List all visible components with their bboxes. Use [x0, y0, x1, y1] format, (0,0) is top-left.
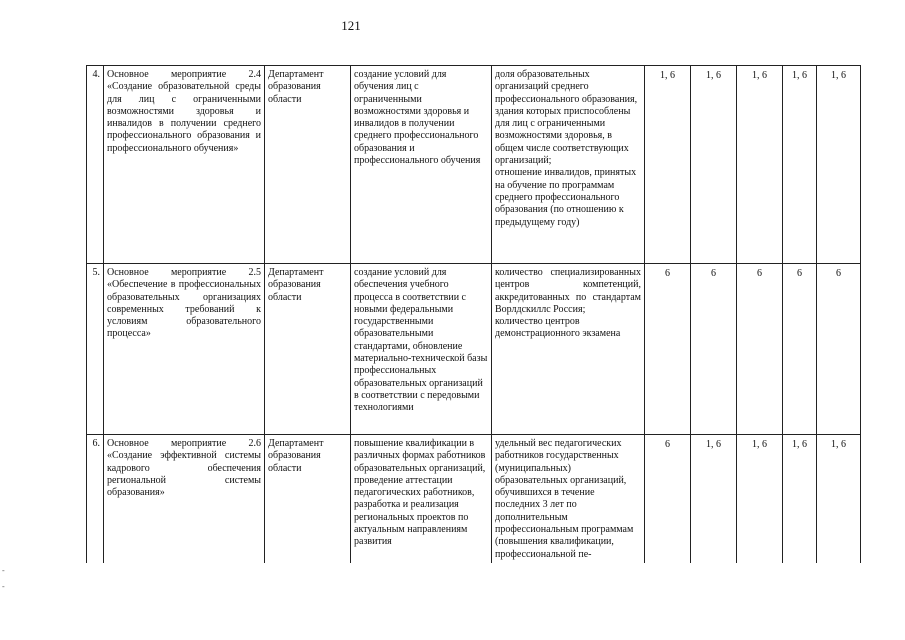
executor-cell: Департамент образования области — [265, 435, 351, 563]
scan-speck: - — [2, 566, 5, 575]
value-cell: 1, 6 — [691, 66, 737, 264]
value-cell: 6 — [737, 264, 783, 435]
activity-cell: Основное мероприятие 2.6 «Создание эффективной системы кадрового обеспечения региональной системы образования» — [104, 435, 265, 563]
indicators-cell — [492, 264, 645, 435]
value-cell: 1, 6 — [817, 66, 861, 264]
value-cell: 1, 6 — [691, 435, 737, 563]
indicators-cell — [492, 435, 645, 563]
value-cell: 1, 6 — [737, 66, 783, 264]
scan-speck: - — [2, 582, 5, 591]
indicator-text: доля образовательных организаций среднего профессионального образования, здания которых приспособлены для лиц с ограниченными возможностями здоровья, в общем числе соответствующих организаций; — [495, 69, 638, 167]
result-cell: повышение квалификации в различных формах работников образовательных организаций, проведение аттестации педагогических работников, разработка и реализация региональных проектов по актуальным направлениям развития — [351, 435, 492, 563]
row-number: 4. — [87, 66, 104, 264]
value-cell: 1, 6 — [645, 66, 691, 264]
value-cell: 1, 6 — [783, 66, 817, 264]
indicator-text: количество центров демонстрационного экзамена — [495, 316, 621, 340]
table-row — [87, 66, 861, 264]
value-cell: 6 — [645, 435, 691, 563]
value-cell: 1, 6 — [737, 435, 783, 563]
executor-cell: Департамент образования области — [265, 264, 351, 435]
executor-cell: Департамент образования области — [265, 66, 351, 264]
indicator-text: количество специализированных центров компетенций, аккредитованных по стандартам Ворлдскиллс Россия; — [495, 267, 641, 315]
value-cell: 6 — [783, 264, 817, 435]
value-cell: 6 — [691, 264, 737, 435]
indicator-text: удельный вес педагогических работников государственных (муниципальных) образовательных организаций, обучившихся в течение последних 3 лет по дополнительным профессиональным программам (повышения квалификации, профессиональной пе- — [495, 438, 634, 560]
value-cell: 1, 6 — [817, 435, 861, 563]
row-number: 6. — [87, 435, 104, 563]
page-number: 121 — [341, 18, 361, 33]
activity-cell: Основное мероприятие 2.4 «Создание образовательной среды для лиц с ограниченными возможностями здоровья и инвалидов в получении среднего профессионального образования и профессионального обучения» — [104, 66, 265, 264]
indicators-cell — [492, 66, 645, 264]
table-row — [87, 264, 861, 435]
result-cell: создание условий для обеспечения учебного процесса в соответствии с новыми федеральными государственными образовательными стандартами, обновление материально-технической базы профессиональных образовательных организаций в соответствии с передовыми технологиями — [351, 264, 492, 435]
indicator-text: отношение инвалидов, принятых на обучение по программам среднего профессионального образования (по отношению к предыдущему году) — [495, 167, 637, 228]
activity-cell: Основное мероприятие 2.5 «Обеспечение в профессиональных образовательных организациях современных требований к условиям образовательного процесса» — [104, 264, 265, 435]
value-cell: 1, 6 — [783, 435, 817, 563]
program-activities-table — [86, 65, 861, 563]
value-cell: 6 — [645, 264, 691, 435]
table-row — [87, 435, 861, 563]
result-cell: создание условий для обучения лиц с ограниченными возможностями здоровья и инвалидов в получении среднего профессионального образования и профессионального обучения — [351, 66, 492, 264]
value-cell: 6 — [817, 264, 861, 435]
row-number: 5. — [87, 264, 104, 435]
